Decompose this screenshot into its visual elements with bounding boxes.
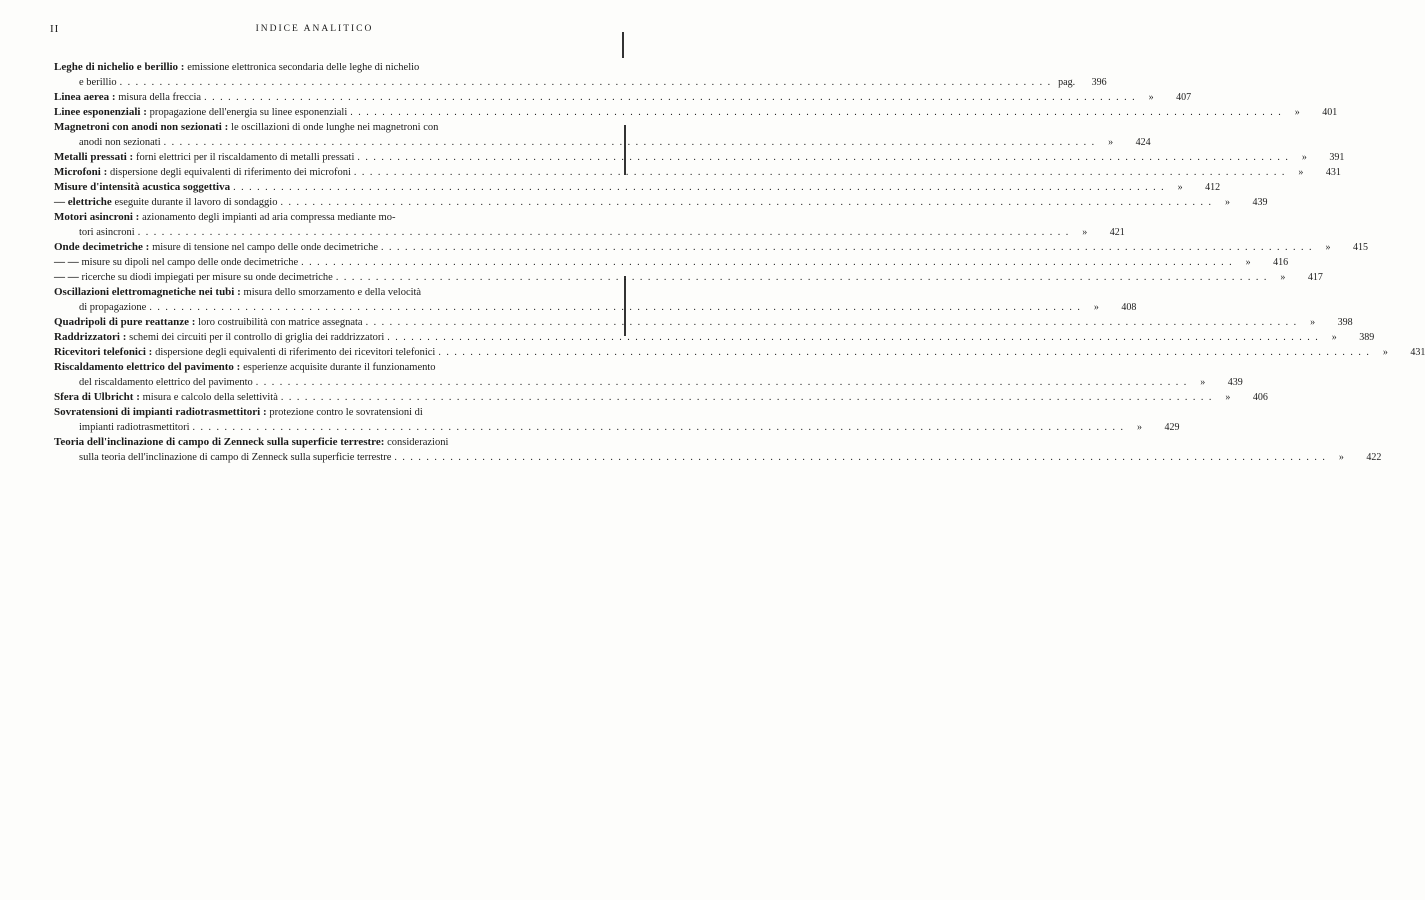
page-number-ref: 431 xyxy=(1410,347,1425,358)
entry-text xyxy=(54,195,277,210)
entry-description: di propagazione xyxy=(79,302,147,313)
index-line xyxy=(54,435,594,450)
entry-text xyxy=(54,285,421,300)
index-entry xyxy=(54,255,1289,270)
entry-description: schemi dei circuiti per il controllo di griglia dei raddrizzatori xyxy=(129,332,385,343)
entry-heading: Ricevitori telefonici : xyxy=(54,346,153,358)
entry-text xyxy=(54,330,384,345)
entry-text xyxy=(54,240,378,255)
index-entry xyxy=(54,60,1107,90)
entry-text xyxy=(54,180,230,194)
page-number-ref: 439 xyxy=(1227,377,1243,388)
dot-leader xyxy=(394,451,1326,465)
entry-heading: Quadripoli di pure reattanze : xyxy=(54,316,196,328)
entry-text xyxy=(54,315,363,330)
page-number-ref: 424 xyxy=(1135,137,1151,148)
entry-description: tori asincroni xyxy=(79,227,135,238)
dot-leader xyxy=(336,271,1268,285)
dot-leader xyxy=(280,196,1212,210)
page-mark: » xyxy=(1108,137,1114,148)
page-mark: » xyxy=(1082,227,1088,238)
index-line xyxy=(54,285,594,300)
subject-index xyxy=(54,60,1425,465)
index-entry xyxy=(54,210,1125,240)
entry-heading: — — xyxy=(54,256,79,268)
entry-heading: Raddrizzatori : xyxy=(54,331,127,343)
index-entry xyxy=(54,345,1425,360)
page-reference xyxy=(1301,316,1353,330)
entry-heading: Magnetroni con anodi non sezionati : xyxy=(54,121,229,133)
entry-description: impianti radiotrasmettitori xyxy=(79,422,190,433)
index-line xyxy=(54,300,1137,315)
entry-text xyxy=(54,390,278,405)
page-reference xyxy=(1292,151,1344,165)
entry-description: eseguite durante il lavoro di sondaggio xyxy=(114,197,278,208)
page-reference xyxy=(1191,376,1243,390)
dot-leader xyxy=(149,301,1081,315)
index-line xyxy=(54,120,594,135)
index-entry xyxy=(54,330,1375,345)
page-mark: » xyxy=(1382,347,1388,358)
entry-heading: Onde decimetriche : xyxy=(54,241,150,253)
entry-text xyxy=(54,255,298,270)
entry-description: propagazione dell'energia su linee esponenziali xyxy=(149,107,348,118)
page-mark: pag. xyxy=(1058,77,1076,88)
page-number-ref: 408 xyxy=(1121,302,1137,313)
page-mark: » xyxy=(1224,197,1230,208)
running-title: INDICE ANALITICO xyxy=(255,24,374,34)
page-mark: » xyxy=(1245,257,1251,268)
page-number-ref: 429 xyxy=(1164,422,1180,433)
index-entry xyxy=(54,285,1137,315)
index-entry xyxy=(54,90,1192,105)
page-mark: » xyxy=(1225,392,1231,403)
entry-heading: Microfoni : xyxy=(54,166,108,178)
index-line xyxy=(54,270,1323,285)
page-mark: » xyxy=(1148,92,1154,103)
index-entry xyxy=(54,150,1345,165)
entry-heading: Sovratensioni di impianti radiotrasmettitori : xyxy=(54,406,267,418)
dot-leader xyxy=(301,256,1233,270)
index-line xyxy=(54,225,1125,240)
entry-text xyxy=(79,300,146,315)
dot-leader xyxy=(438,346,1370,360)
entry-text xyxy=(54,210,395,225)
dot-leader xyxy=(350,106,1282,120)
index-line xyxy=(54,150,1345,165)
index-line xyxy=(54,60,594,75)
page-number-ref: 412 xyxy=(1205,182,1221,193)
page-reference xyxy=(1128,421,1180,435)
page-reference xyxy=(1055,76,1107,90)
index-line xyxy=(54,180,1221,195)
page-number-ref: 396 xyxy=(1091,77,1107,88)
index-line xyxy=(54,240,1369,255)
index-line xyxy=(54,375,1243,390)
entry-description: esperienze acquisite durante il funzionamento xyxy=(243,362,436,373)
entry-description: misura della freccia xyxy=(118,92,202,103)
entry-description: e berillio xyxy=(79,77,117,88)
entry-heading: Linea aerea : xyxy=(54,91,116,103)
index-entry xyxy=(54,165,1341,180)
page-reference xyxy=(1168,181,1220,195)
page-mark: » xyxy=(1093,302,1099,313)
page-reference xyxy=(1236,256,1288,270)
index-line xyxy=(54,75,1107,90)
entry-text xyxy=(79,225,135,240)
entry-description: azionamento degli impianti ad aria compressa mediante mo- xyxy=(142,212,396,223)
entry-description: del riscaldamento elettrico del pavimento xyxy=(79,377,253,388)
index-entry xyxy=(54,120,1151,150)
page-number-ref: 389 xyxy=(1359,332,1375,343)
index-entry xyxy=(54,405,1180,435)
index-line xyxy=(54,255,1289,270)
index-line xyxy=(54,195,1268,210)
page-number-ref: 407 xyxy=(1176,92,1192,103)
scan-edge-mark xyxy=(622,32,624,58)
entry-heading: Teoria dell'inclinazione di campo di Zenneck sulla superficie terrestre: xyxy=(54,436,385,448)
index-line xyxy=(54,450,1382,465)
dot-leader xyxy=(381,241,1313,255)
page-mark: » xyxy=(1325,242,1331,253)
index-entry xyxy=(54,315,1353,330)
index-line xyxy=(54,315,1353,330)
dot-leader xyxy=(366,316,1298,330)
index-line xyxy=(54,405,594,420)
entry-description: misure di tensione nel campo delle onde decimetriche xyxy=(152,242,379,253)
entry-text xyxy=(54,105,347,120)
index-line xyxy=(54,330,1375,345)
page-reference xyxy=(1322,331,1374,345)
entry-description: considerazioni xyxy=(387,437,449,448)
index-line xyxy=(54,210,594,225)
entry-heading: Leghe di nichelio e berillio : xyxy=(54,61,185,73)
entry-text xyxy=(79,420,190,435)
index-line xyxy=(54,390,1268,405)
page-mark: » xyxy=(1331,332,1337,343)
page-mark: » xyxy=(1338,452,1344,463)
page-reference xyxy=(1216,391,1268,405)
index-entry xyxy=(54,195,1268,210)
dot-leader xyxy=(256,376,1188,390)
entry-heading: Motori asincroni : xyxy=(54,211,140,223)
entry-description: forni elettrici per il riscaldamento di metalli pressati xyxy=(135,152,355,163)
dot-leader xyxy=(357,151,1289,165)
index-entry xyxy=(54,105,1338,120)
page-number-ref: 417 xyxy=(1307,272,1323,283)
entry-heading: Linee esponenziali : xyxy=(54,106,147,118)
page-mark: » xyxy=(1301,152,1307,163)
page-number-ref: 416 xyxy=(1273,257,1289,268)
dot-leader xyxy=(193,421,1125,435)
entry-text xyxy=(54,120,438,135)
page-number-ref: 439 xyxy=(1252,197,1268,208)
page-number-ref: 431 xyxy=(1325,167,1341,178)
entry-text xyxy=(54,360,436,375)
page-number-ref: 398 xyxy=(1337,317,1353,328)
page-reference xyxy=(1139,91,1191,105)
entry-description: misura e calcolo della selettività xyxy=(142,392,278,403)
index-line xyxy=(54,165,1341,180)
page-reference xyxy=(1215,196,1267,210)
page-number-ref: 415 xyxy=(1353,242,1369,253)
page-number-ref: 391 xyxy=(1329,152,1345,163)
entry-description: protezione contro le sovratensioni di xyxy=(269,407,423,418)
page-mark: » xyxy=(1137,422,1143,433)
page-reference xyxy=(1099,136,1151,150)
page-number-ref: 422 xyxy=(1366,452,1382,463)
page-reference xyxy=(1285,106,1337,120)
entry-description: misure su dipoli nel campo delle onde decimetriche xyxy=(81,257,299,268)
entry-description: dispersione degli equivalenti di riferimento dei ricevitori telefonici xyxy=(155,347,436,358)
entry-text xyxy=(54,435,448,450)
entry-heading: Misure d'intensità acustica soggettiva xyxy=(54,181,231,193)
page-reference xyxy=(1084,301,1136,315)
entry-heading: Oscillazioni elettromagnetiche nei tubi : xyxy=(54,286,241,298)
dot-leader xyxy=(281,391,1213,405)
entry-text xyxy=(79,375,253,390)
entry-text xyxy=(54,150,354,165)
index-line xyxy=(54,360,594,375)
entry-description: emissione elettronica secondaria delle leghe di nichelio xyxy=(187,62,420,73)
entry-text xyxy=(54,405,423,420)
entry-description: sulla teoria dell'inclinazione di campo di Zenneck sulla superficie terrestre xyxy=(79,452,392,463)
entry-description: le oscillazioni di onde lunghe nei magnetroni con xyxy=(231,122,439,133)
page-reference xyxy=(1329,451,1381,465)
entry-heading: — — xyxy=(54,271,79,283)
index-entry xyxy=(54,240,1369,255)
index-entry xyxy=(54,360,1243,390)
entry-text xyxy=(54,60,419,75)
page-number-ref: 401 xyxy=(1322,107,1338,118)
page-number-ref: 421 xyxy=(1109,227,1125,238)
entry-description: misura dello smorzamento e della velocità xyxy=(243,287,422,298)
page-reference xyxy=(1316,241,1368,255)
dot-leader xyxy=(138,226,1070,240)
entry-heading: Metalli pressati : xyxy=(54,151,134,163)
entry-text xyxy=(79,135,161,150)
entry-description: anodi non sezionati xyxy=(79,137,161,148)
page-mark: » xyxy=(1298,167,1304,178)
entry-heading: — elettriche xyxy=(54,196,112,208)
entry-heading: Riscaldamento elettrico del pavimento : xyxy=(54,361,241,373)
index-line xyxy=(54,135,1151,150)
page-mark: » xyxy=(1177,182,1183,193)
index-line xyxy=(54,345,1425,360)
page-mark: » xyxy=(1294,107,1300,118)
index-line xyxy=(54,420,1180,435)
entry-text xyxy=(54,165,351,180)
dot-leader xyxy=(120,76,1052,90)
index-line xyxy=(54,105,1338,120)
dot-leader xyxy=(204,91,1136,105)
entry-text xyxy=(54,345,435,360)
page-reference xyxy=(1271,271,1323,285)
entry-text xyxy=(79,450,391,465)
page-reference xyxy=(1289,166,1341,180)
entry-text xyxy=(54,90,201,105)
page-number: II xyxy=(50,23,60,35)
dot-leader xyxy=(387,331,1319,345)
index-entry xyxy=(54,180,1221,195)
index-line xyxy=(54,90,1192,105)
index-entry xyxy=(54,435,1382,465)
entry-text xyxy=(54,270,333,285)
page-mark: » xyxy=(1200,377,1206,388)
page-mark: » xyxy=(1280,272,1286,283)
entry-description: dispersione degli equivalenti di riferimento dei microfoni xyxy=(110,167,351,178)
page-reference xyxy=(1073,226,1125,240)
index-entry xyxy=(54,270,1323,285)
page-mark: » xyxy=(1310,317,1316,328)
entry-description: loro costruibilità con matrice assegnata xyxy=(198,317,363,328)
page-reference xyxy=(1373,346,1425,360)
page-number-ref: 406 xyxy=(1252,392,1268,403)
index-entry xyxy=(54,390,1268,405)
dot-leader xyxy=(164,136,1096,150)
entry-heading: Sfera di Ulbricht : xyxy=(54,391,140,403)
dot-leader xyxy=(233,181,1165,195)
entry-description: ricerche su diodi impiegati per misure su onde decimetriche xyxy=(81,272,333,283)
entry-text xyxy=(79,75,117,90)
dot-leader xyxy=(354,166,1286,180)
